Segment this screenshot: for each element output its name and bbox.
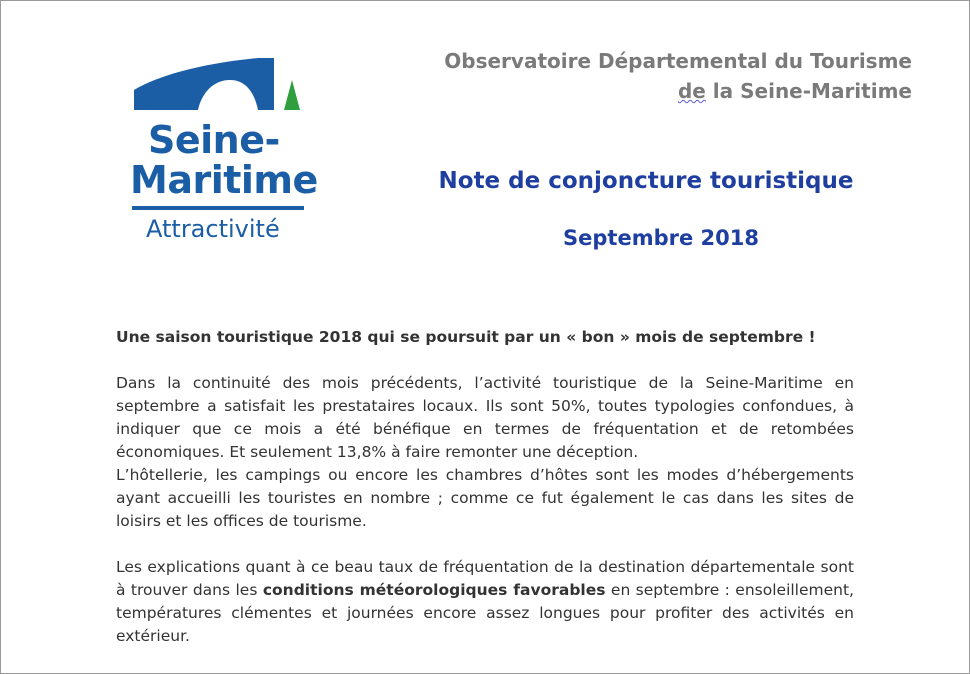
org-line2 (444, 76, 912, 106)
org-line2-de: de (677, 79, 706, 103)
document-title: Note de conjoncture touristique (438, 168, 854, 194)
lead-sentence: Une saison touristique 2018 qui se poursuit par un « bon » mois de septembre ! (116, 328, 816, 346)
seine-maritime-logo (118, 52, 318, 252)
org-line2-rest: la Seine-Maritime (705, 79, 912, 103)
paragraph-3-emphasis: conditions météorologiques favorables (262, 581, 606, 599)
bridge-and-tree-icon (118, 52, 318, 122)
logo-divider (132, 206, 304, 210)
paragraph-3 (116, 556, 854, 648)
org-line1: Observatoire Départemental du Tourisme (444, 49, 912, 73)
logo-line2: Maritime (130, 158, 318, 202)
document-body (116, 326, 854, 648)
organization-header (444, 46, 912, 106)
document-subtitle: Septembre 2018 (563, 226, 759, 250)
logo-line1: Seine- (148, 118, 280, 162)
paragraph-3-start: Les explications quant à ce beau taux de fréquentation de la destination départementale sont à trouver dans les (116, 558, 854, 599)
paragraph-1: Dans la continuité des mois précédents, l’activité touristique de la Seine-Maritime en septembre a satisfait les prestataires locaux. Ils sont 50%, toutes typologies confondues, à indiquer que ce mois a été bénéfique en termes de fréquentation et de retombées économiques. Et seulement 13,8% à faire remonter une déception. (116, 374, 854, 461)
paragraph-2: L’hôtellerie, les campings ou encore les chambres d’hôtes sont les modes d’hébergements ayant accueilli les touristes en nombre ; comme ce fut également le cas dans les sites de loisirs et les offices de tourisme. (116, 466, 854, 530)
logo-line3: Attractivité (146, 215, 280, 243)
paragraph-3-end: en septembre : ensoleillement, températures clémentes et journées encore assez longues pour profiter des activités en extérieur. (116, 581, 854, 645)
